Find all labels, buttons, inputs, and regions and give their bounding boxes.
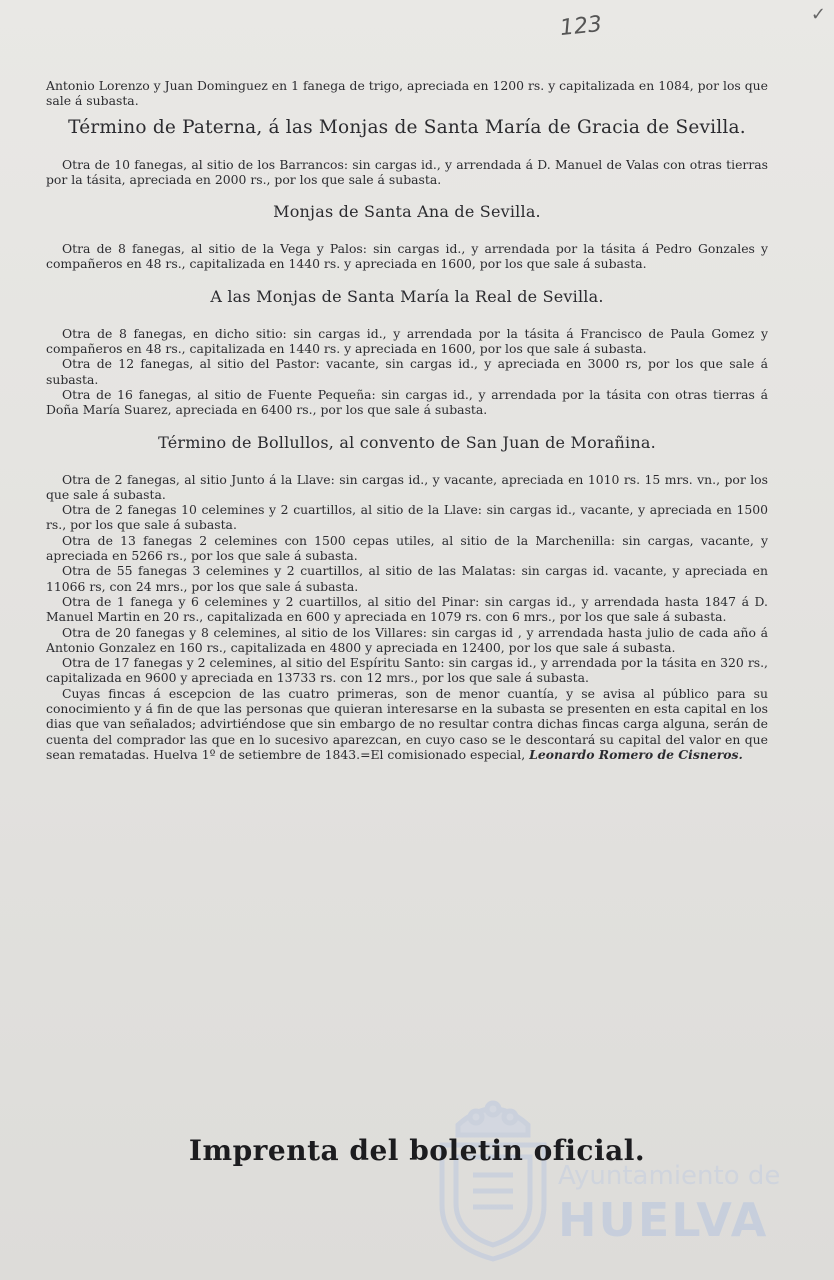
section-heading-paterna: Término de Paterna, á las Monjas de Santa María de Gracia de Sevilla. [68,116,746,138]
entry-paragraph: Otra de 16 fanegas, al sitio de Fuente Pequeña: sin cargas id., y arrendada por la tásita con otras tierras á Doña María Suarez, apreciada en 6400 rs., por los que sale á subasta. [46,386,768,418]
coat-of-arms-icon [428,1095,558,1263]
closing-text: Cuyas fincas á escepcion de las cuatro primeras, son de menor cuantía, y se avisa al público para su conocimiento y á fin de que las personas que quieran interesarse en la subasta se presenten en esta capital en los dias que van señalados; advirtiéndose que sin embargo de no resultar contra dichas fincas carga alguna, serán de cuenta del comprador las que en lo sucesivo aparezcan, en cuyo caso se le descontará su capital del valor en que sean rematadas. Huelva 1º de setiembre de 1843.=El comisionado especial, [46,685,768,762]
entry-paragraph: Otra de 20 fanegas y 8 celemines, al sitio de los Villares: sin cargas id , y arrendada hasta julio de cada año á Antonio Gonzalez en 160 rs., capitalizada en 4800 y apreciada en 12400, por los que sale á subasta. [46,624,768,655]
entry-paragraph: Otra de 55 fanegas 3 celemines y 2 cuartillos, al sitio de las Malatas: sin cargas id. vacante, y apreciada en 11066 rs, con 24 mrs., por los que sale á subasta. [46,563,768,594]
entry-paragraph: Otra de 2 fanegas 10 celemines y 2 cuartillos, al sitio de la Llave: sin cargas id., vacante, y apreciada en 1500 rs., por los que sale á subasta. [46,502,768,533]
watermark-line-1: Ayuntamiento de [558,1161,781,1191]
document-body [46,78,768,762]
entry-paragraph: Otra de 1 fanega y 6 celemines y 2 cuartillos, al sitio del Pinar: sin cargas id., y arrendada hasta 1847 á D. Manuel Martin en 20 rs., capitalizada en 600 y apreciada en 1079 rs. con 6 mrs., por los que sale á subasta. [46,593,768,625]
signature: Leonardo Romero de Cisneros. [529,746,743,762]
entry-paragraph: Otra de 12 fanegas, al sitio del Pastor: vacante, sin cargas id., y apreciada en 3000 rs, por los que sale á subasta. [46,356,768,387]
section-heading-bollullos: Término de Bollullos, al convento de San Juan de Morañina. [158,432,656,452]
entry-paragraph: Otra de 8 fanegas, en dicho sitio: sin cargas id., y arrendada por la tásita á Francisco de Paula Gomez y compañeros en 48 rs., capitalizada en 1440 rs. y apreciada en 1600, por los que sale á subasta. [46,325,768,357]
entry-paragraph: Otra de 2 fanegas, al sitio Junto á la Llave: sin cargas id., y vacante, apreciada en 1010 rs. 15 mrs. vn., por los que sale á subasta. [46,471,768,502]
entry-paragraph: Otra de 17 fanegas y 2 celemines, al sitio del Espíritu Santo: sin cargas id., y arrendada por la tásita en 320 rs., capitalizada en 9600 y apreciada en 13733 rs. con 12 mrs., por los que sale á subasta. [46,655,768,686]
folio-number: 123 [558,11,604,42]
watermark-line-2: HUELVA [558,1193,769,1247]
entry-paragraph: Otra de 10 fanegas, al sitio de los Barrancos: sin cargas id., y arrendada á D. Manuel de Valas con otras tierras por la tásita, apreciada en 2000 rs., por los que sale á subasta. [46,156,768,187]
entry-paragraph: Otra de 8 fanegas, al sitio de la Vega y Palos: sin cargas id., y arrendada por la tásita á Pedro Gonzales y compañeros en 48 rs., capitalizada en 1440 rs. y apreciada en 1600, por los que sale á subasta. [46,241,768,272]
entry-paragraph: Otra de 13 fanegas 2 celemines con 1500 cepas utiles, al sitio de la Marchenilla: sin cargas, vacante, y apreciada en 5266 rs., por los que sale á subasta. [46,532,768,564]
intro-paragraph: Antonio Lorenzo y Juan Dominguez en 1 fanega de trigo, apreciada en 1200 rs. y capitalizada en 1084, por los que sale á subasta. [46,78,768,109]
section-heading-santa-ana: Monjas de Santa Ana de Sevilla. [273,202,541,222]
printer-imprint: Imprenta del boletin oficial. [188,1134,646,1167]
corner-check-mark: ✓ [810,4,826,25]
ayuntamiento-watermark [420,1085,781,1265]
section-heading-santa-maria-real: A las Monjas de Santa María la Real de Sevilla. [210,286,604,306]
closing-paragraph [46,686,768,762]
